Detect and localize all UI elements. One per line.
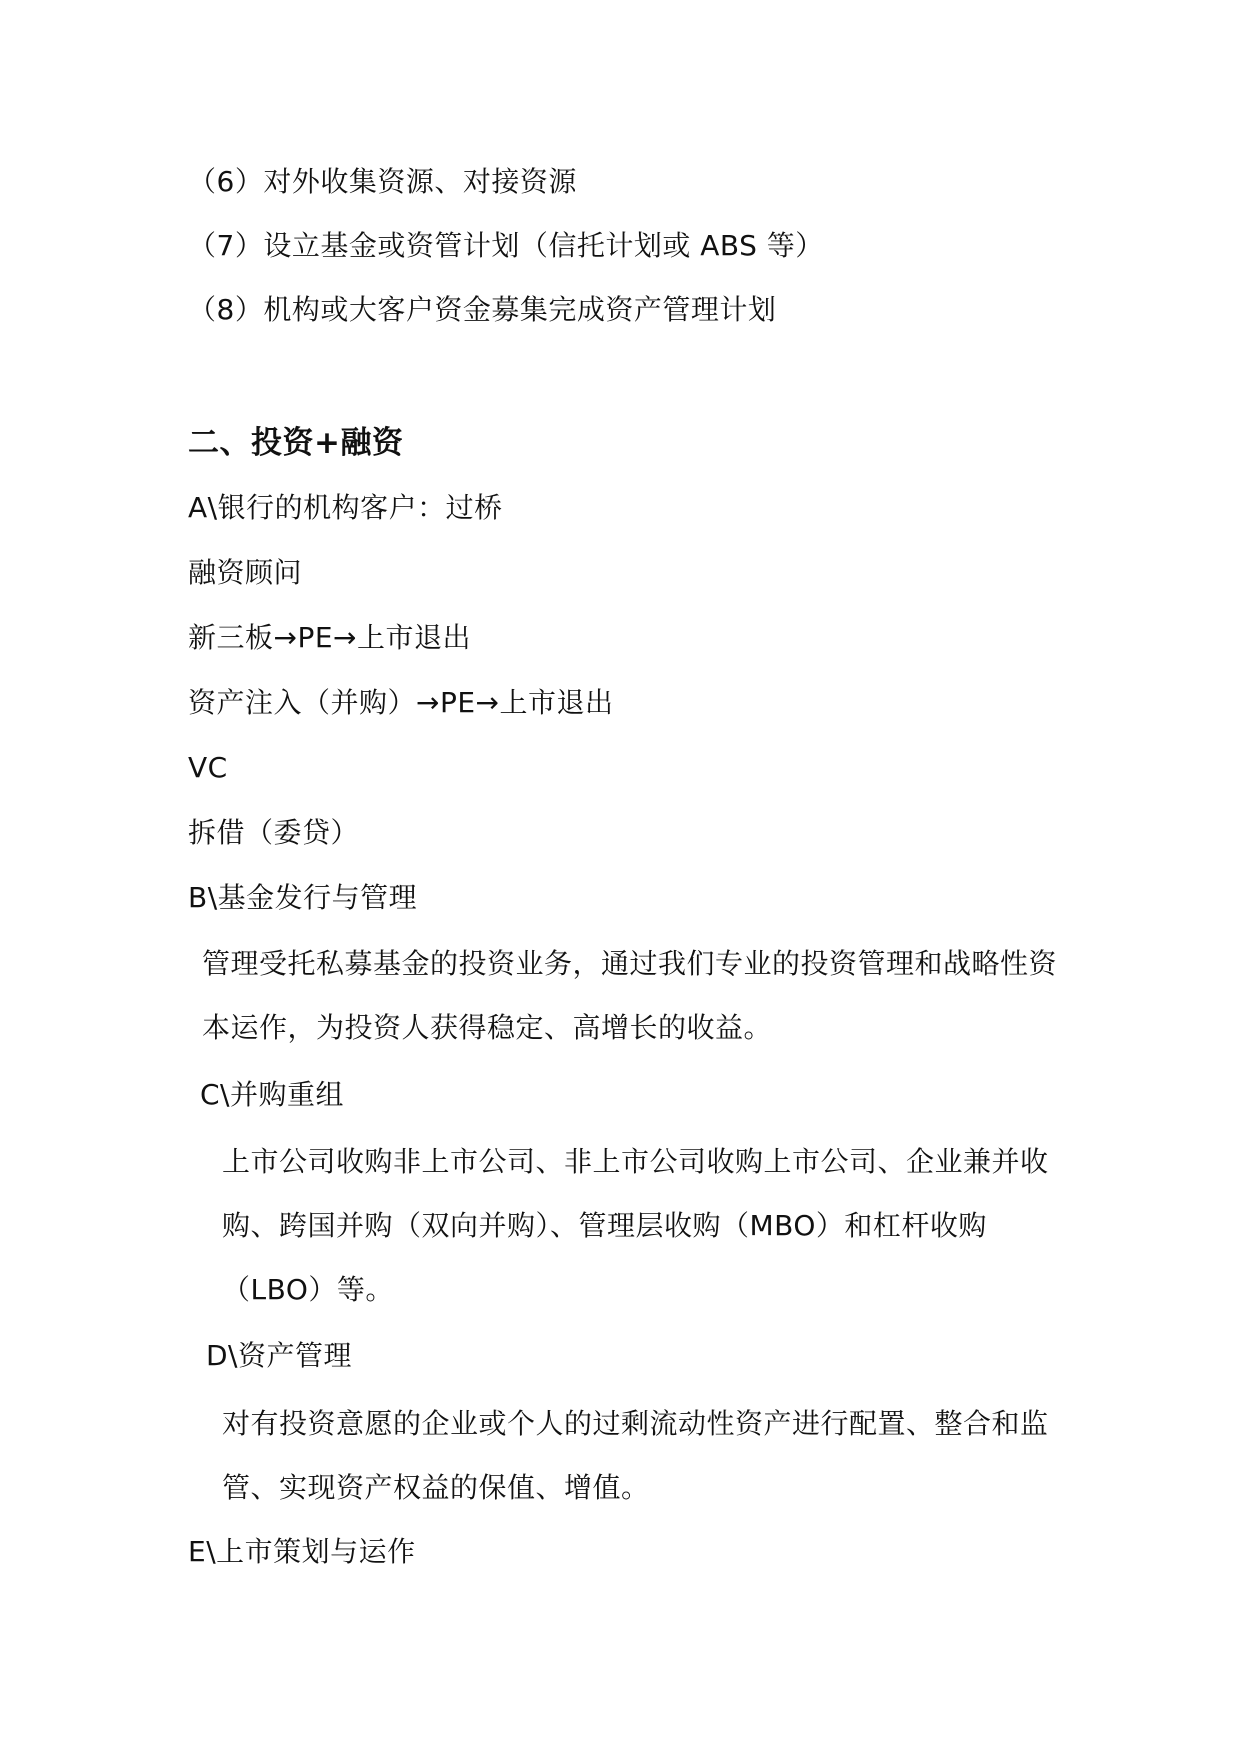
section-heading: 二、投资+融资 xyxy=(188,425,404,461)
item-d-body-text: 对有投资意愿的企业或个人的过剩流动性资产进行配置、整合和监管、实现资产权益的保值、增值。 xyxy=(222,1407,1049,1504)
item-a-line-2: 新三板→PE→上市退出 xyxy=(188,621,471,654)
list-item-8: （8）机构或大客户资金募集完成资产管理计划 xyxy=(188,293,777,326)
item-b-heading: B\基金发行与管理 xyxy=(188,881,418,914)
item-b-body-text: 管理受托私募基金的投资业务，通过我们专业的投资管理和战略性资本运作，为投资人获得稳定、高增长的收益。 xyxy=(202,947,1058,1044)
item-c-heading: C\并购重组 xyxy=(200,1078,344,1111)
item-a-line-5: 拆借（委贷） xyxy=(188,816,360,849)
item-e-heading: E\上市策划与运作 xyxy=(188,1535,416,1568)
list-item-7: （7）设立基金或资管计划（信托计划或 ABS 等） xyxy=(188,229,824,262)
item-a-line-4: VC xyxy=(188,751,228,784)
item-a-line-3: 资产注入（并购）→PE→上市退出 xyxy=(188,686,614,719)
item-c-body-text: 上市公司收购非上市公司、非上市公司收购上市公司、企业兼并收购、跨国并购（双向并购）、管理层收购（MBO）和杠杆收购（LBO）等。 xyxy=(222,1145,1049,1306)
item-d-body xyxy=(188,1392,1068,1520)
item-a-heading: A\银行的机构客户：过桥 xyxy=(188,491,503,524)
list-item-6: （6）对外收集资源、对接资源 xyxy=(188,165,577,198)
item-a-line-1: 融资顾问 xyxy=(188,556,303,589)
item-b-body xyxy=(188,932,1068,1060)
item-d-heading: D\资产管理 xyxy=(206,1339,352,1372)
item-c-body xyxy=(188,1130,1068,1322)
